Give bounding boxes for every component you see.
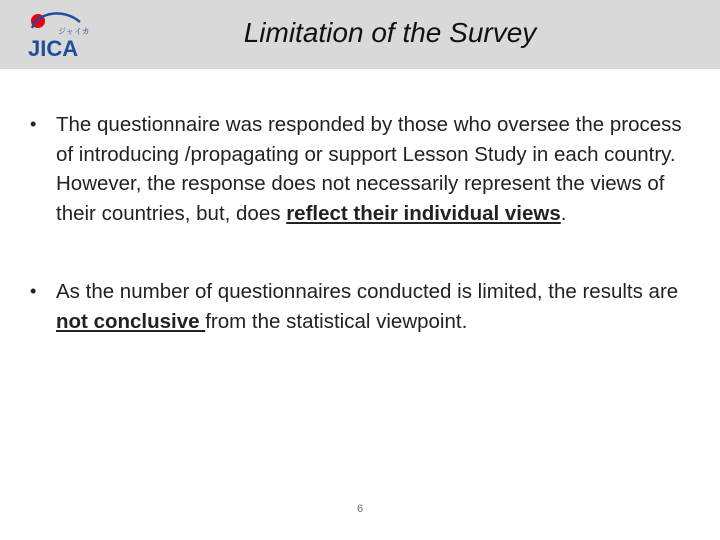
jica-logo xyxy=(24,8,90,62)
bullet-emphasis: not conclusive xyxy=(56,309,206,333)
slide-title: Limitation of the Survey xyxy=(243,17,537,48)
bullet-list xyxy=(30,110,695,337)
bullet-item-sample-size xyxy=(30,277,695,336)
page-number: 6 xyxy=(356,503,364,515)
bullet-item-respondents xyxy=(30,110,695,228)
bullet-emphasis: reflect their individual views xyxy=(286,201,561,225)
bullet-text: The questionnaire was responded by those who oversee the process of introducing /propagating or support Lesson Study in each country. However, the response does not necessarily represent the views of their countries, but, does xyxy=(56,113,682,225)
logo-subtext: ジャイカ xyxy=(58,27,90,36)
header-band xyxy=(0,0,720,69)
bullet-text-end: from the statistical viewpoint. xyxy=(205,309,468,333)
bullet-text: As the number of questionnaires conducted is limited, the results are xyxy=(56,280,679,304)
logo-text: JICA xyxy=(28,36,79,61)
bullet-icon: • xyxy=(30,281,37,302)
bullet-icon: • xyxy=(30,114,37,134)
bullet-text-end: . xyxy=(560,201,567,225)
